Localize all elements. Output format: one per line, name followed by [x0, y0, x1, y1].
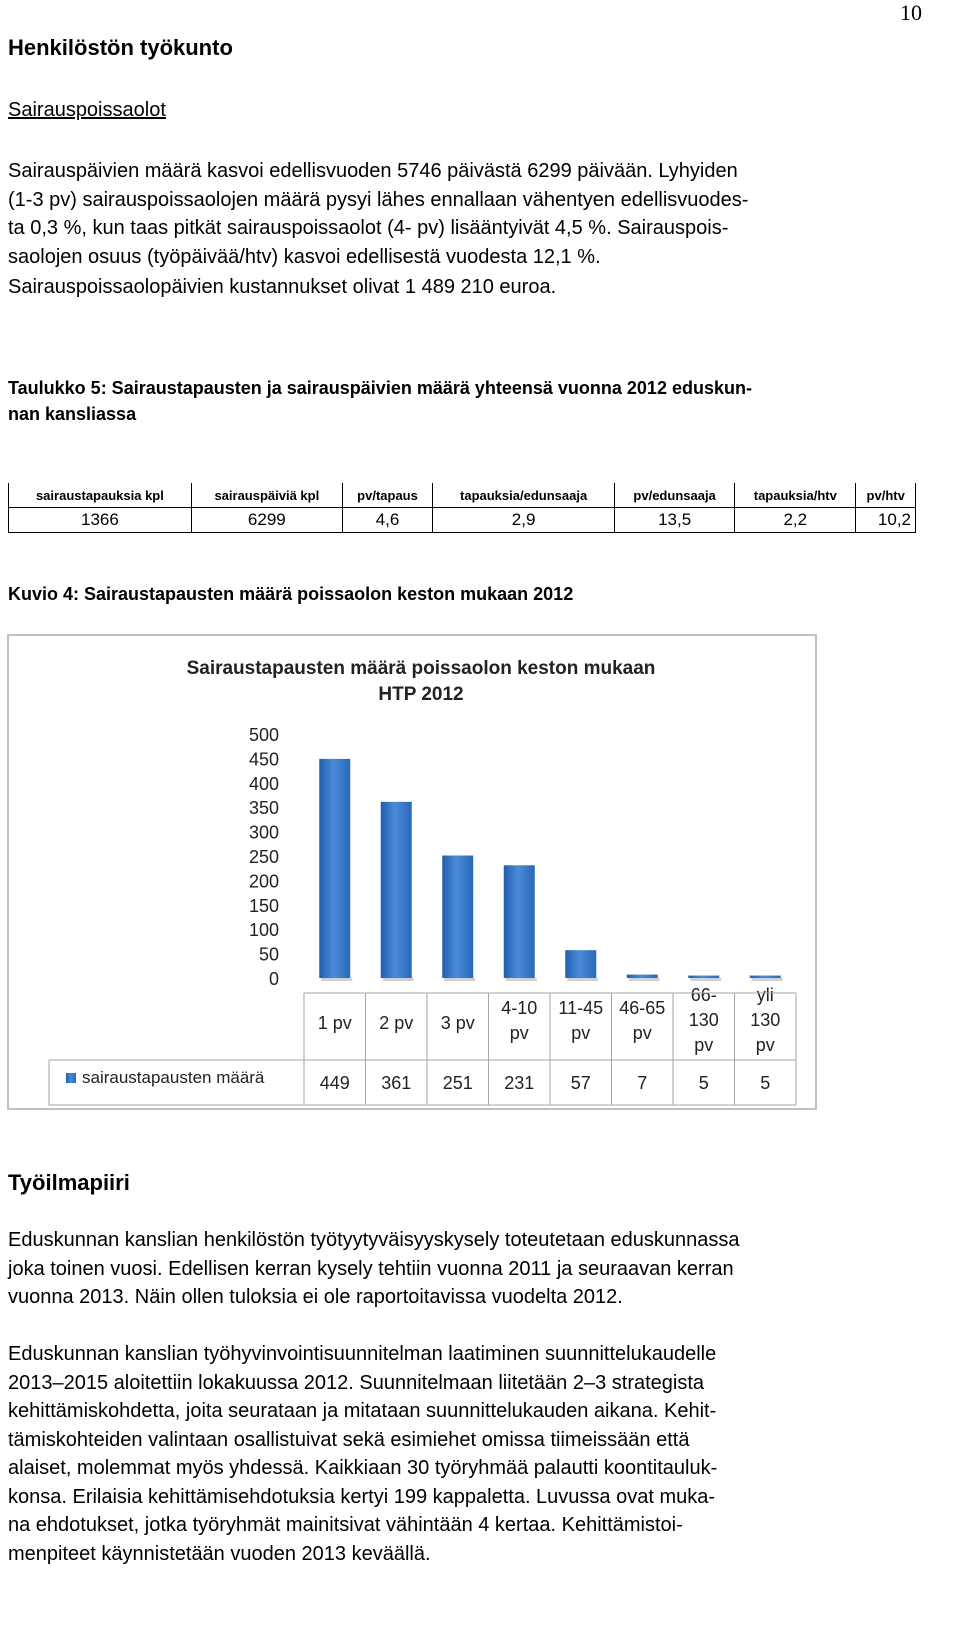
x-tick-label: 46-65	[619, 998, 666, 1018]
text-line: Sairauspoissaolopäivien kustannukset olivat 1 489 210 euroa.	[8, 276, 557, 298]
chart-title-line: Sairaustapausten määrä poissaolon keston mukaan	[186, 658, 656, 679]
bar	[319, 759, 350, 978]
y-tick-label: 50	[258, 944, 279, 965]
page-number: 10	[900, 0, 922, 25]
paragraph-survey	[8, 1226, 928, 1312]
table-cell: 10,2	[856, 508, 916, 533]
table-header-cell: pv/edunsaaja	[615, 483, 735, 508]
data-table-value: 449	[319, 1073, 350, 1093]
page-heading: Henkilöstön työkunto	[8, 35, 233, 60]
bar	[750, 976, 781, 978]
bar-shadow	[629, 978, 660, 981]
y-tick-label: 350	[248, 798, 279, 819]
table-header-cell: pv/tapaus	[342, 483, 432, 508]
legend-label: sairaustapausten määrä	[82, 1068, 265, 1087]
data-table-value: 5	[698, 1073, 709, 1093]
x-tick-label: pv	[509, 1023, 529, 1043]
x-tick-label: 2 pv	[379, 1013, 414, 1033]
data-table-value: 57	[570, 1073, 591, 1093]
y-tick-label: 200	[248, 871, 279, 892]
intro-paragraph	[8, 157, 928, 302]
bar	[442, 856, 473, 978]
y-tick-label: 100	[248, 920, 279, 941]
x-tick-label: pv	[632, 1023, 652, 1043]
table-cell: 1366	[9, 508, 192, 533]
bar-shadow	[567, 978, 598, 981]
table-row	[9, 508, 916, 533]
caption-line: Taulukko 5: Sairaustapausten ja sairauspäivien määrä yhteensä vuonna 2012 eduskun-	[8, 378, 752, 398]
bar	[504, 865, 535, 978]
table-cell: 2,2	[735, 508, 856, 533]
x-tick-label: pv	[571, 1023, 591, 1043]
bar	[688, 976, 719, 978]
chart-data-table	[49, 993, 796, 1105]
section-heading-tyoilmapiiri: Työilmapiiri	[8, 1170, 130, 1195]
data-table-value: 231	[504, 1073, 535, 1093]
table-header-cell: sairaustapauksia kpl	[9, 483, 192, 508]
bar	[381, 802, 412, 978]
legend-swatch	[66, 1073, 76, 1083]
text-line: tämiskohteiden valintaan osallistuivat sekä esimiehet omissa tiimeissään että	[8, 1428, 690, 1451]
table-header-cell: tapauksia/edunsaaja	[433, 483, 615, 508]
paragraph-wellbeing-plan	[8, 1340, 928, 1568]
y-tick-label: 500	[248, 725, 279, 745]
x-tick-label: 4-10	[501, 998, 538, 1018]
bar-shadow	[690, 978, 721, 981]
bar-shadow	[383, 978, 414, 981]
bar-shadow	[444, 978, 475, 981]
x-tick-label: pv	[755, 1035, 775, 1055]
table-header-cell: sairauspäiviä kpl	[191, 483, 342, 508]
data-table-value: 361	[381, 1073, 412, 1093]
text-line: Eduskunnan kanslian henkilöstön työtyytyväisyyskysely toteutetaan eduskunnassa	[8, 1229, 740, 1251]
text-line: Sairauspäivien määrä kasvoi edellisvuoden 5746 päivästä 6299 päivään. Lyhyiden	[8, 160, 738, 182]
x-tick-label: yli	[756, 985, 774, 1005]
bar-shadow	[321, 978, 352, 981]
figure-caption: Kuvio 4: Sairaustapausten määrä poissaolon keston mukaan 2012	[8, 584, 574, 604]
y-tick-label: 0	[268, 969, 279, 989]
bar-shadow	[506, 978, 537, 981]
text-line: na ehdotukset, jotka työryhmät mainitsivat vähintään 4 kertaa. Kehittämistoi-	[8, 1514, 683, 1536]
text-line: vuonna 2013. Näin ollen tuloksia ei ole raportoitavissa vuodelta 2012.	[8, 1286, 623, 1308]
text-line: ta 0,3 %, kun taas pitkät sairauspoissaolot (4- pv) lisääntyivät 4,5 %. Sairauspois-	[8, 217, 729, 239]
text-line: (1-3 pv) sairauspoissaolojen määrä pysyi lähes ennallaan vähentyen edellisvuodes-	[8, 188, 749, 211]
table-cell: 13,5	[615, 508, 735, 533]
x-tick-label: 11-45	[558, 998, 604, 1018]
bar-chart	[9, 636, 815, 1108]
chart-frame	[7, 634, 817, 1110]
y-tick-label: 450	[248, 749, 279, 770]
x-tick-label: 3 pv	[440, 1013, 475, 1033]
table-cell: 4,6	[342, 508, 432, 533]
x-tick-label: pv	[694, 1035, 714, 1055]
data-table-value: 7	[637, 1073, 648, 1093]
table-cell: 2,9	[433, 508, 615, 533]
text-line: konsa. Erilaisia kehittämisehdotuksia kertyi 199 kappaletta. Luvussa ovat muka-	[8, 1485, 716, 1508]
table-caption	[8, 375, 928, 427]
bar	[565, 950, 596, 978]
y-tick-label: 300	[248, 822, 279, 843]
y-tick-label: 400	[248, 773, 279, 794]
text-line: kehittämiskohdetta, joita seurataan ja mitataan suunnittelukauden aikana. Kehit-	[8, 1400, 717, 1422]
text-line: alaiset, molemmat myös yhdessä. Kaikkiaan 30 työryhmää palautti koontitauluk-	[8, 1457, 718, 1479]
sick-leave-table	[8, 483, 916, 533]
text-line: 2013–2015 aloitettiin lokakuussa 2012. Suunnitelmaan liitetään 2–3 strategista	[8, 1371, 705, 1394]
table-header-row	[9, 483, 916, 508]
bars	[319, 759, 783, 981]
caption-line: nan kansliassa	[8, 404, 137, 424]
table-header-cell: tapauksia/htv	[735, 483, 856, 508]
data-table-value: 251	[442, 1073, 473, 1093]
bar-shadow	[752, 978, 783, 981]
y-axis	[249, 725, 279, 989]
data-table-value: 5	[760, 1073, 771, 1093]
y-tick-label: 150	[248, 895, 279, 916]
x-tick-label: 130	[750, 1010, 781, 1030]
table-cell: 6299	[191, 508, 342, 533]
text-line: menpiteet käynnistetään vuoden 2013 keväällä.	[8, 1542, 431, 1565]
table-header-cell: pv/htv	[856, 483, 916, 508]
x-tick-label: 66-	[690, 985, 717, 1005]
chart-title-line: HTP 2012	[378, 684, 464, 705]
text-line: saolojen osuus (työpäivää/htv) kasvoi edellisestä vuodesta 12,1 %.	[8, 245, 601, 268]
x-tick-label: 1 pv	[317, 1013, 352, 1033]
x-axis	[318, 985, 781, 1055]
bar	[627, 975, 658, 978]
text-line: Eduskunnan kanslian työhyvinvointisuunnitelman laatiminen suunnittelukaudelle	[8, 1343, 717, 1365]
subheading-sairauspoissaolot: Sairauspoissaolot	[8, 99, 166, 121]
y-tick-label: 250	[248, 847, 279, 867]
x-tick-label: 130	[688, 1010, 719, 1030]
text-line: joka toinen vuosi. Edellisen kerran kysely tehtiin vuonna 2011 ja seuraavan kerran	[8, 1257, 734, 1280]
